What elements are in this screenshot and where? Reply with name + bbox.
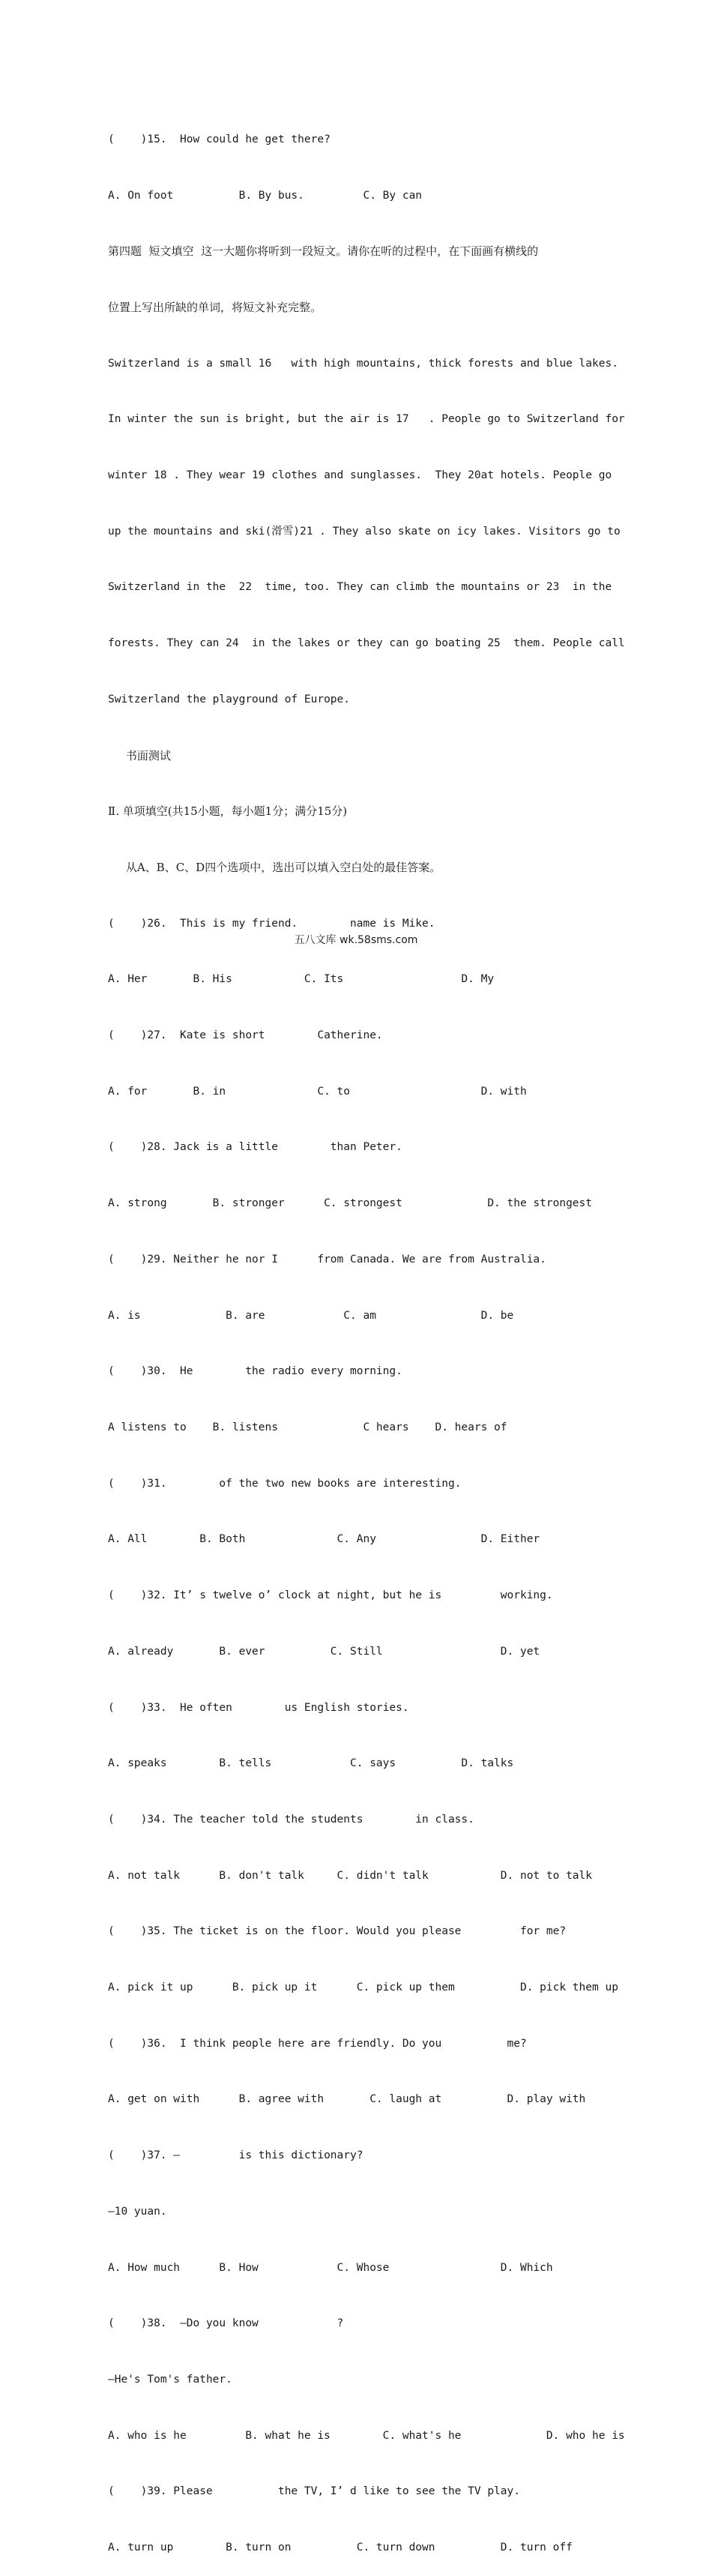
question-32-options: A. already B. ever C. Still D. yet — [108, 1645, 540, 1658]
question-32-line: ( )32. It’ s twelve o’ clock at night, but he is working. — [108, 1589, 553, 1602]
footer-watermark: 五八文库 wk.58sms.com — [294, 934, 418, 946]
passage-line: Switzerland the playground of Europe. — [108, 693, 351, 705]
passage-line: winter 18 . They wear 19 clothes and sunglasses. They 20at hotels. People go — [108, 469, 612, 482]
question-36-options: A. get on with B. agree with C. laugh at D. play with — [108, 2093, 586, 2106]
section-4-heading-cont: 位置上写出所缺的单词，将短文补充完整。 — [108, 300, 322, 314]
question-33-options: A. speaks B. tells C. says D. talks — [108, 1757, 514, 1770]
question-27-options: A. for B. in C. to D. with — [108, 1085, 527, 1098]
question-38-line: ( )38. —Do you know ? — [108, 2317, 344, 2330]
section-2-heading: Ⅱ. 单项填空(共15小题，每小题1分；满分15分) — [108, 804, 348, 819]
passage-line: forests. They can 24 in the lakes or they can go boating 25 them. People call — [108, 637, 625, 650]
question-27-line: ( )27. Kate is short Catherine. — [108, 1029, 383, 1042]
question-29-options: A. is B. are C. am D. be — [108, 1309, 514, 1322]
question-31-options: A. All B. Both C. Any D. Either — [108, 1533, 540, 1546]
question-39-line: ( )39. Please the TV, I’ d like to see the TV play. — [108, 2485, 520, 2498]
question-37-options: A. How much B. How C. Whose D. Which — [108, 2261, 553, 2274]
written-test-heading: 书面测试 — [108, 748, 171, 762]
question-34-options: A. not talk B. don't talk C. didn't talk D. not to talk — [108, 1869, 593, 1882]
section-2-instructions: 从A、B、C、D四个选项中，选出可以填入空白处的最佳答案。 — [108, 860, 441, 874]
question-35-line: ( )35. The ticket is on the floor. Would you please for me? — [108, 1925, 567, 1938]
passage-line: Switzerland is a small 16 with high mountains, thick forests and blue lakes. — [108, 357, 618, 370]
question-26-line: ( )26. This is my friend. name is Mike. — [108, 917, 435, 930]
question-34-line: ( )34. The teacher told the students in class. — [108, 1813, 474, 1826]
section-4-heading: 第四题 短文填空 这一大题你将听到一段短文。请你在听的过程中，在下面画有横线的 — [108, 244, 539, 259]
question-35-options: A. pick it up B. pick up it C. pick up them D. pick them up — [108, 1981, 618, 1994]
document-body — [108, 93, 625, 2576]
question-37-answer-line: —10 yuan. — [108, 2205, 167, 2218]
question-30-options: A listens to B. listens C hears D. hears of — [108, 1421, 507, 1433]
question-31-line: ( )31. of the two new books are interesting. — [108, 1477, 462, 1490]
question-33-line: ( )33. He often us English stories. — [108, 1701, 409, 1714]
question-39-options: A. turn up B. turn on C. turn down D. turn off — [108, 2542, 573, 2554]
question-30-line: ( )30. He the radio every morning. — [108, 1365, 402, 1378]
passage-line: In winter the sun is bright, but the air is 17 . People go to Switzerland for — [108, 413, 625, 426]
question-15-line: ( )15. How could he get there? — [108, 133, 331, 145]
question-28-options: A. strong B. stronger C. strongest D. the strongest — [108, 1197, 593, 1210]
question-26-options: A. Her B. His C. Its D. My — [108, 973, 495, 986]
question-38-answer-line: —He's Tom's father. — [108, 2373, 232, 2386]
question-29-line: ( )29. Neither he nor I from Canada. We are from Australia. — [108, 1253, 546, 1266]
passage-line: up the mountains and ski(滑雪)21 . They also skate on icy lakes. Visitors go to — [108, 525, 621, 538]
question-36-line: ( )36. I think people here are friendly. Do you me? — [108, 2037, 527, 2050]
question-38-options: A. who is he B. what he is C. what's he D. who he is — [108, 2429, 625, 2442]
question-15-options: A. On foot B. By bus. C. By can — [108, 189, 423, 202]
passage-line: Switzerland in the 22 time, too. They can climb the mountains or 23 in the — [108, 581, 612, 594]
question-28-line: ( )28. Jack is a little than Peter. — [108, 1141, 402, 1154]
question-37-line: ( )37. — is this dictionary? — [108, 2149, 363, 2162]
